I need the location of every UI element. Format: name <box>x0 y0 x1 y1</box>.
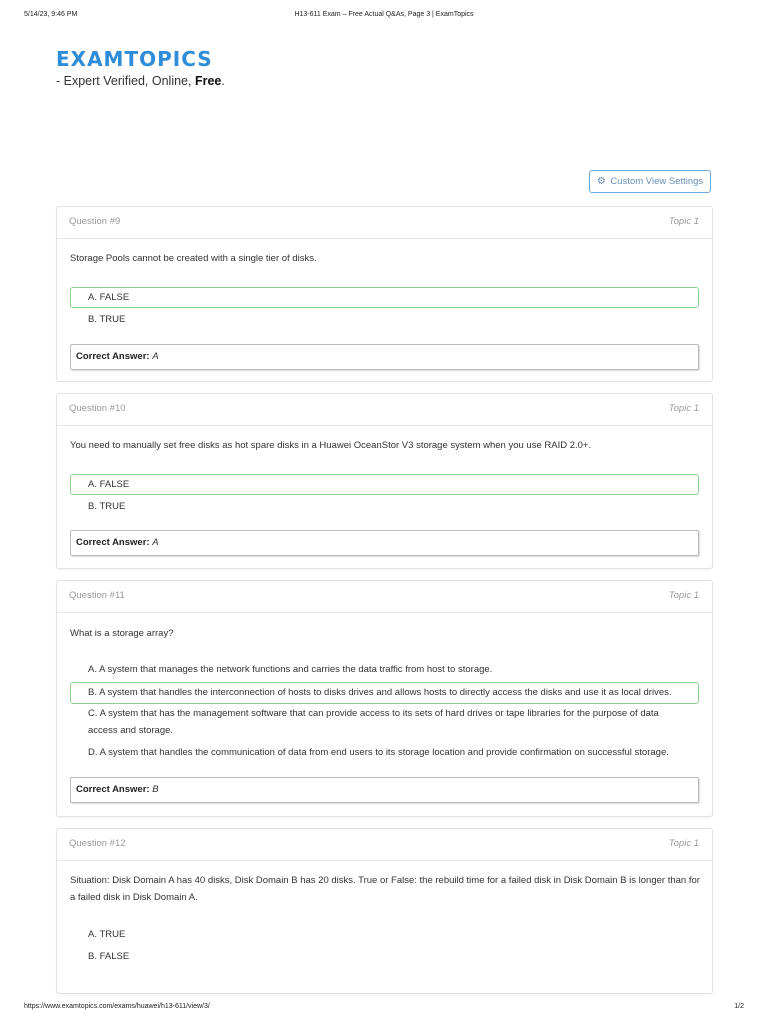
print-date: 5/14/23, 9:46 PM <box>24 11 78 18</box>
choice-b[interactable]: B. FALSE <box>88 951 130 962</box>
correct-answer-box <box>70 344 699 370</box>
question-text: You need to manually set free disks as hot spare disks in a Huawei OceanStor V3 storage system when you use RAID 2.0+. <box>70 440 592 451</box>
question-number: Question #10 <box>69 403 126 414</box>
choice-a[interactable]: A. TRUE <box>88 929 126 940</box>
correct-answer-box <box>70 530 699 556</box>
choice-b[interactable]: B. TRUE <box>88 314 126 325</box>
tagline <box>56 74 225 88</box>
question-card-11 <box>56 580 713 817</box>
examtopics-logo[interactable]: EXAMTOPICS <box>56 47 213 71</box>
choice-d[interactable]: D. A system that handles the communication of data from end users to its storage location and provide confirmation on successful storage. <box>88 747 669 758</box>
tagline-bold: Free <box>194 74 222 88</box>
custom-view-settings-button[interactable] <box>589 170 711 193</box>
question-header <box>57 581 712 613</box>
question-header <box>57 394 712 426</box>
tagline-prefix: - Expert Verified, Online, <box>56 74 195 88</box>
print-page-title: H13-611 Exam – Free Actual Q&As, Page 3 | ExamTopics <box>294 11 474 18</box>
question-card-12 <box>56 828 713 994</box>
correct-answer-value: A <box>152 351 159 362</box>
correct-answer-label: Correct Answer: <box>76 784 150 795</box>
question-text: Storage Pools cannot be created with a single tier of disks. <box>70 253 317 264</box>
choice-a[interactable]: A. A system that manages the network functions and carries the data traffic from host to storage. <box>88 664 493 675</box>
question-topic: Topic 1 <box>668 216 699 227</box>
print-footer <box>0 1003 768 1015</box>
question-text: Situation: Disk Domain A has 40 disks, Disk Domain B has 20 disks. True or False: the rebuild time for a failed disk in Disk Domain B is longer than for a failed disk in Disk Domain A. <box>70 875 700 903</box>
question-card-10 <box>56 393 713 569</box>
question-number: Question #12 <box>69 838 126 849</box>
choice-b[interactable]: B. TRUE <box>88 501 126 512</box>
choice-a[interactable]: A. FALSE <box>70 287 699 308</box>
choice-b[interactable]: B. A system that handles the interconnection of hosts to disks drives and allows hosts to directly access the disks and use it as local drives. <box>70 682 699 704</box>
correct-answer-label: Correct Answer: <box>76 351 150 362</box>
question-card-9 <box>56 206 713 382</box>
question-topic: Topic 1 <box>668 403 699 414</box>
correct-answer-value: A <box>152 537 159 548</box>
correct-answer-box <box>70 777 699 803</box>
print-page-number: 1/2 <box>734 1003 744 1010</box>
question-number: Question #11 <box>69 590 125 601</box>
custom-view-settings-label: Custom View Settings <box>610 176 704 187</box>
gear-icon: ⚙ <box>596 176 606 187</box>
question-topic: Topic 1 <box>668 838 699 849</box>
choice-c[interactable]: C. A system that has the management software that can provide access to its sets of hard drives or tape libraries for the purpose of data access and storage. <box>88 708 659 736</box>
question-text: What is a storage array? <box>70 628 174 639</box>
question-topic: Topic 1 <box>668 590 699 601</box>
print-url: https://www.examtopics.com/exams/huawei/h13-611/view/3/ <box>24 1003 210 1010</box>
print-header <box>0 11 768 23</box>
question-header <box>57 829 712 861</box>
question-header <box>57 207 712 239</box>
correct-answer-label: Correct Answer: <box>76 537 150 548</box>
choice-a[interactable]: A. FALSE <box>70 474 699 495</box>
tagline-suffix: . <box>221 74 225 88</box>
correct-answer-value: B <box>152 784 159 795</box>
question-number: Question #9 <box>69 216 121 227</box>
